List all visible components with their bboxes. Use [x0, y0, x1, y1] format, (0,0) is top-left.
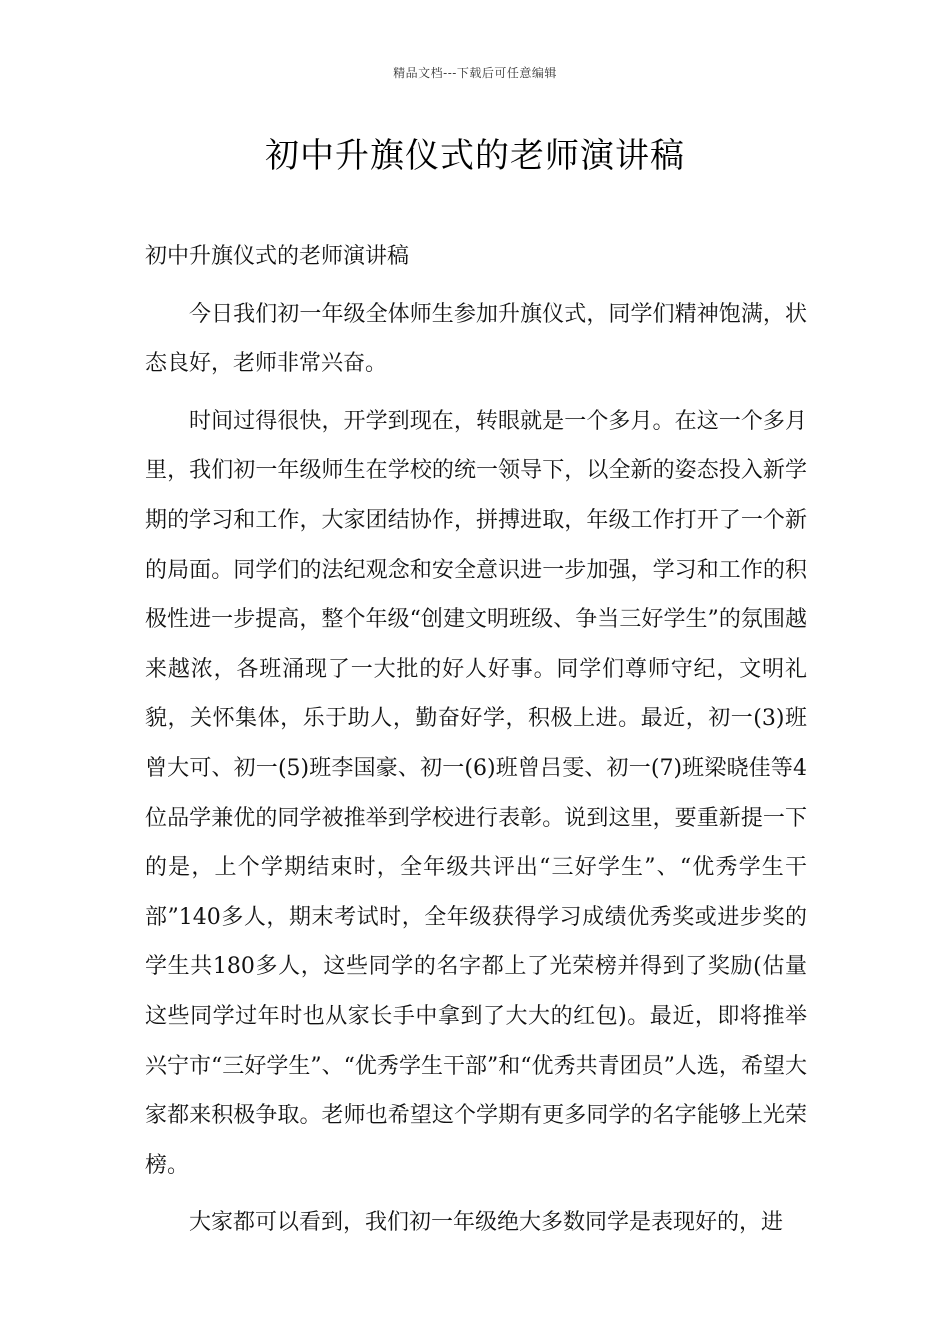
page-header: 精品文档---下载后可任意编辑	[393, 66, 557, 80]
document-title: 初中升旗仪式的老师演讲稿	[265, 136, 685, 176]
paragraph-1: 今日我们初一年级全体师生参加升旗仪式，同学们精神饱满，状态良好，老师非常兴奋。	[145, 301, 807, 377]
paragraph-3: 大家都可以看到，我们初一年级绝大多数同学是表现好的，进	[189, 1210, 784, 1236]
paragraph-2: 时间过得很快，开学到现在，转眼就是一个多月。在这一个多月里，我们初一年级师生在学校的统一领导下，以全新的姿态投入新学期的学习和工作，大家团结协作，拼搏进取，年级工作打开了一个新的局面。同学们的法纪观念和安全意识进一步加强，学习和工作的积极性进一步提高，整个年级“创建文明班级、争当三好学生”的氛围越来越浓，各班涌现了一大批的好人好事。同学们尊师守纪，文明礼貌，关怀集体，乐于助人，勤奋好学，积极上进。最近，初一(3)班曾大可、初一(5)班李国豪、初一(6)班曾吕雯、初一(7)班梁晓佳等4位品学兼优的同学被推举到学校进行表彰。说到这里，要重新提一下的是，上个学期结束时，全年级共评出“三好学生”、“优秀学生干部”140多人，期末考试时，全年级获得学习成绩优秀奖或进步奖的学生共180多人，这些同学的名字都上了光荣榜并得到了奖励(估量这些同学过年时也从家长手中拿到了大大的红包)。最近，即将推举兴宁市“三好学生”、“优秀学生干部”和“优秀共青团员”人选，希望大家都来积极争取。老师也希望这个学期有更多同学的名字能够上光荣榜。	[145, 408, 807, 1178]
document-subtitle: 初中升旗仪式的老师演讲稿	[145, 244, 410, 269]
document-body	[145, 232, 807, 1256]
